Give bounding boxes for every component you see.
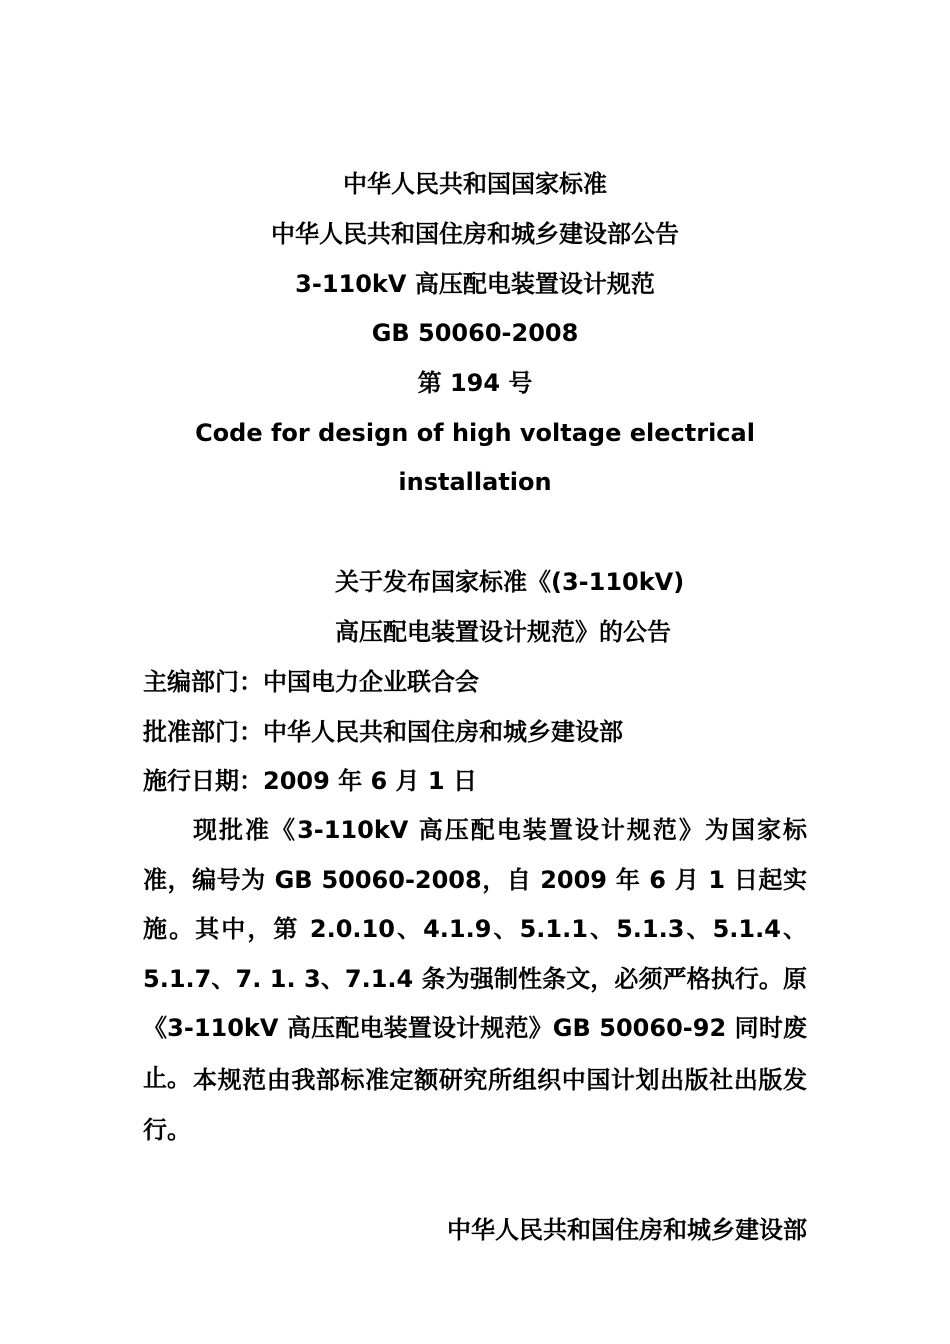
- header-english-title-line1: Code for design of high voltage electrical: [195, 419, 755, 447]
- header-standard-number: GB 50060-2008: [371, 319, 579, 347]
- header-ministry-announcement: 中华人民共和国住房和城乡建设部公告: [271, 220, 679, 248]
- body-paragraph-approval: 现批准《3-110kV 高压配电装置设计规范》为国家标准，编号为 GB 50060-2008，自 2009 年 6 月 1 日起实施。其中，第 2.0.10、4.1.9、5.1.1、5.1.3、5.1.4、5.1.7、7. 1. 3、7.1.4 条为强制性条文，必须严格执行。原《3-110kV 高压配电装置设计规范》GB 50060-92 同时废止。: [143, 816, 807, 1092]
- body-paragraph-publication: 本规范由我部标准定额研究所组织中国计划出版社出版发行。: [143, 1066, 807, 1144]
- announcement-title-line2: 高压配电装置设计规范》的公告: [335, 618, 671, 646]
- header-announcement-number: 第 194 号: [417, 369, 533, 397]
- meta-editor: 主编部门：中国电力企业联合会: [143, 668, 479, 696]
- meta-effective-date: 施行日期：2009 年 6 月 1 日: [143, 767, 477, 795]
- header-national-standard: 中华人民共和国国家标准: [343, 170, 607, 198]
- signature-issuer: 中华人民共和国住房和城乡建设部: [447, 1216, 807, 1244]
- announcement-title-line1: 关于发布国家标准《(3-110kV): [335, 568, 685, 596]
- meta-approver: 批准部门：中华人民共和国住房和城乡建设部: [143, 718, 623, 746]
- header-english-title-line2: installation: [398, 468, 552, 496]
- header-code-title: 3-110kV 高压配电装置设计规范: [295, 270, 655, 298]
